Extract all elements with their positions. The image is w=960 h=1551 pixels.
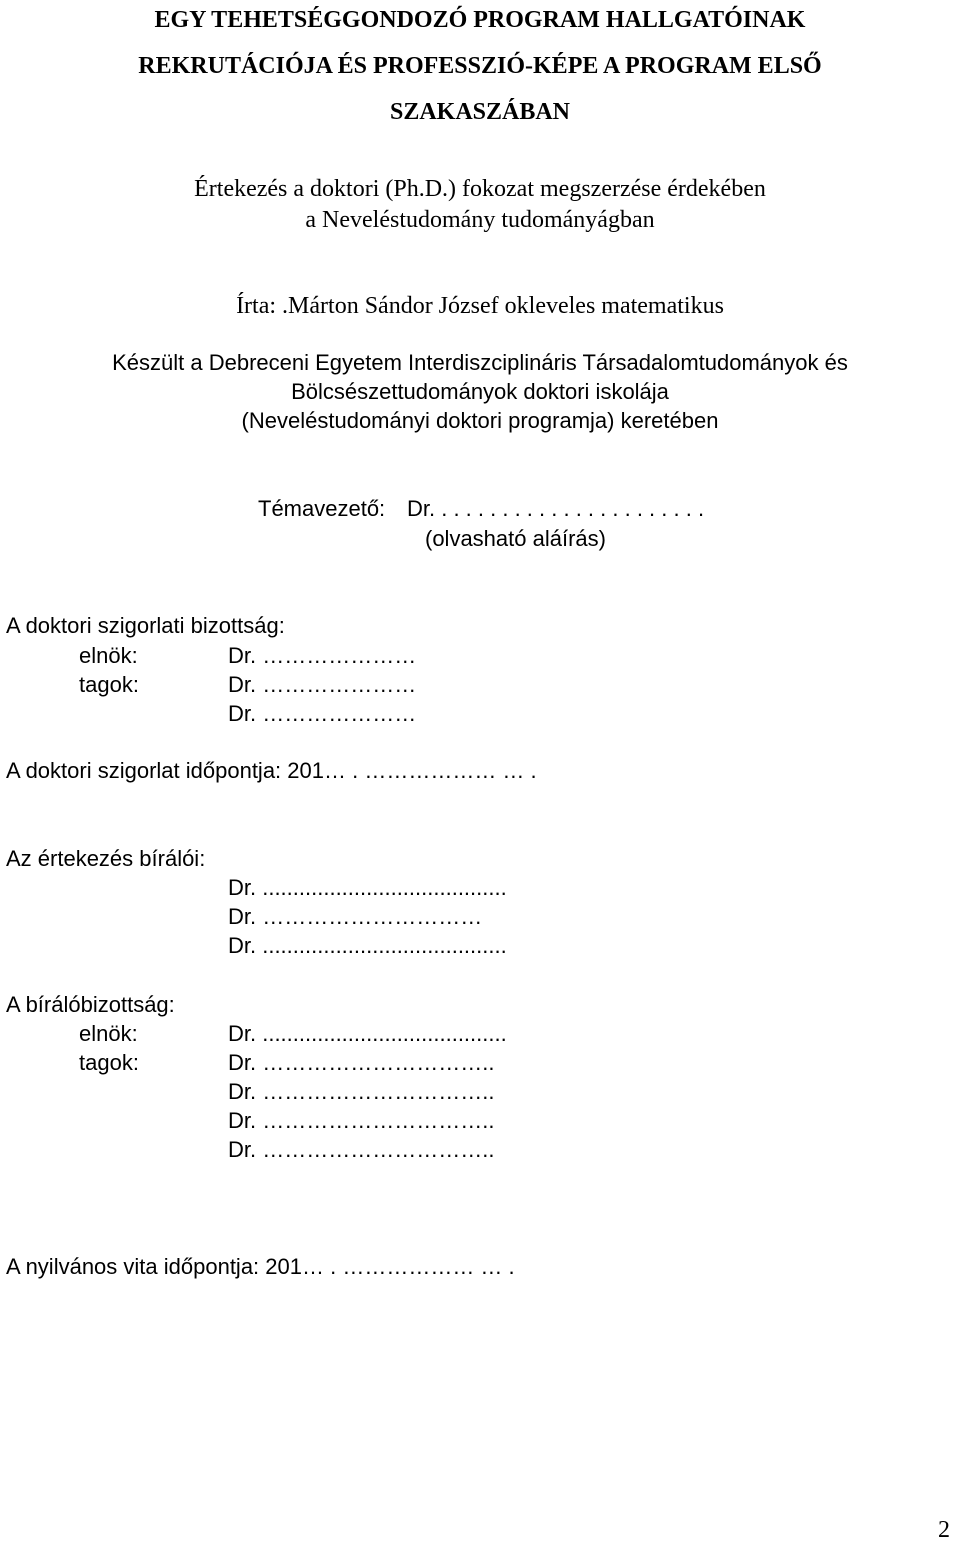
supervisor-label: Témavezető: bbox=[258, 496, 386, 521]
exam-chair-label: elnök: bbox=[79, 643, 138, 668]
title-line-3: SZAKASZÁBAN bbox=[389, 99, 571, 125]
review-chair-label: elnök: bbox=[79, 1021, 138, 1046]
institution-line-1: Készült a Debreceni Egyetem Interdiszciplináris Társadalomtudományok és bbox=[112, 350, 848, 375]
author-line: Írta: .Márton Sándor József okleveles matematikus bbox=[236, 293, 724, 319]
review-chair-value: Dr. ........................................ bbox=[228, 1021, 507, 1046]
exam-member-1: Dr. ………………… bbox=[228, 672, 417, 697]
exam-chair-value: Dr. ………………… bbox=[228, 643, 417, 668]
review-member-2: Dr. ………………………….. bbox=[228, 1079, 495, 1104]
reviewer-1: Dr. ........................................ bbox=[228, 875, 507, 900]
review-committee-heading: A bírálóbizottság: bbox=[6, 992, 175, 1017]
exam-committee-heading: A doktori szigorlati bizottság: bbox=[6, 613, 285, 638]
exam-date: A doktori szigorlat időpontja: 201… . ……………… … . bbox=[6, 758, 537, 783]
subtitle-line-1: Értekezés a doktori (Ph.D.) fokozat megszerzése érdekében bbox=[194, 176, 766, 202]
institution-line-2: Bölcsészettudományok doktori iskolája bbox=[291, 379, 669, 404]
review-member-4: Dr. ………………………….. bbox=[228, 1137, 495, 1162]
exam-members-label: tagok: bbox=[79, 672, 139, 697]
supervisor-value: Dr. . . . . . . . . . . . . . . . . . . . . . . bbox=[407, 496, 705, 521]
reviewers-heading: Az értekezés bírálói: bbox=[6, 846, 206, 871]
page-number: 2 bbox=[938, 1517, 950, 1543]
review-member-3: Dr. ………………………….. bbox=[228, 1108, 495, 1133]
institution-line-3: (Neveléstudományi doktori programja) keretében bbox=[241, 408, 719, 433]
reviewer-2: Dr. ………………………… bbox=[228, 904, 483, 929]
defense-date: A nyilvános vita időpontja: 201… . ……………… … . bbox=[6, 1254, 515, 1279]
title-line-1: EGY TEHETSÉGGONDOZÓ PROGRAM HALLGATÓINAK bbox=[154, 7, 806, 33]
review-members-label: tagok: bbox=[79, 1050, 139, 1075]
review-member-1: Dr. ………………………….. bbox=[228, 1050, 495, 1075]
subtitle-line-2: a Neveléstudomány tudományágban bbox=[305, 207, 655, 233]
signature-note: (olvasható aláírás) bbox=[425, 526, 606, 551]
title-line-2: REKRUTÁCIÓJA ÉS PROFESSZIÓ-KÉPE A PROGRAM ELSŐ bbox=[138, 53, 822, 79]
exam-member-2: Dr. ………………… bbox=[228, 701, 417, 726]
reviewer-3: Dr. ........................................ bbox=[228, 933, 507, 958]
